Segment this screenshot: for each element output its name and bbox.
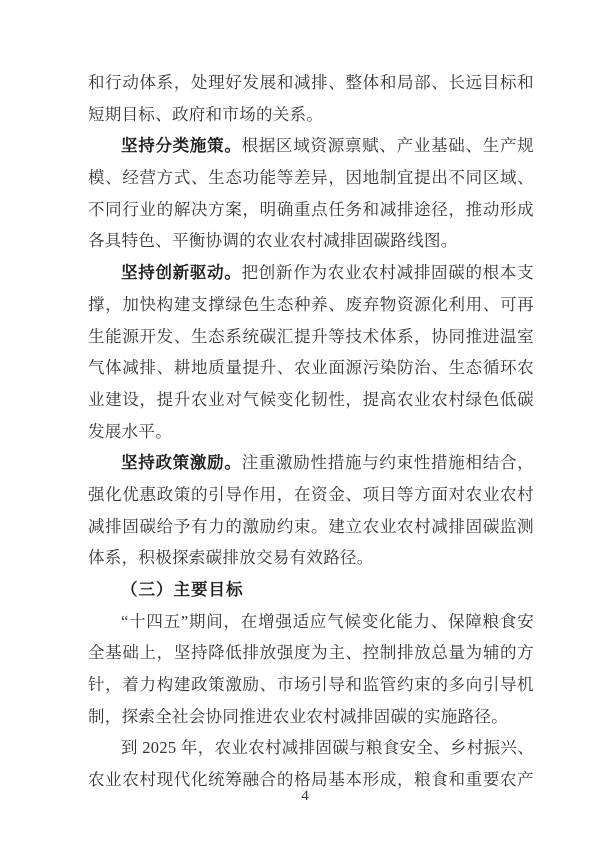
text-line: 生能源开发、生态系统碳汇提升等技术体系，协同推进温室 (88, 326, 534, 346)
text-line: “十四五”期间，在增强适应气候变化能力、保障粮食安 (121, 611, 534, 631)
text-line: 和行动体系，处理好发展和减排、整体和局部、长远目标和 (88, 73, 534, 92)
line-text: 根据区域资源禀赋、产业基础、生产规 (241, 136, 534, 156)
text-line: 农业农村现代化统筹融合的格局基本形成，粮食和重要农产 (88, 770, 534, 790)
text-line: 不同行业的解决方案，明确重点任务和减排途径，推动形成 (88, 199, 534, 219)
paragraph-lead-line (88, 130, 534, 162)
paragraph-lead-line (88, 257, 534, 289)
text-line: 撑，加快构建支撑绿色生态种养、废弃物资源化利用、可再 (88, 294, 534, 314)
line-text: 把创新作为农业农村减排固碳的根本支 (241, 263, 534, 283)
line-text: 注重激励性措施与约束性措施相结合， (241, 453, 534, 473)
bold-lead-text: 坚持分类施策。 (121, 136, 242, 156)
text-line: 体系，积极探索碳排放交易有效路径。 (88, 548, 374, 568)
paragraph-lead-line (88, 447, 534, 479)
text-block (88, 67, 534, 796)
text-line: 减排固碳给予有力的激励约束。建立农业农村减排固碳监测 (88, 516, 534, 536)
text-line: 制，探索全社会协同推进农业农村减排固碳的实施路径。 (88, 706, 508, 726)
text-line: 各具特色、平衡协调的农业农村减排固碳路线图。 (88, 231, 458, 251)
text-line: 模、经营方式、生态功能等差异，因地制宜提出不同区域、 (88, 168, 534, 188)
bold-lead-text: 坚持政策激励。 (121, 453, 242, 473)
text-line: 发展水平。 (88, 421, 172, 441)
text-line: 短期目标、政府和市场的关系。 (88, 104, 324, 124)
text-line: 气体减排、耕地质量提升、农业面源污染防治、生态循环农 (88, 358, 534, 378)
text-line: 全基础上，坚持降低排放强度为主、控制排放总量为辅的方 (88, 643, 534, 663)
text-line: 业建设，提升农业对气候变化韧性，提高农业农村绿色低碳 (88, 389, 534, 409)
text-line: 强化优惠政策的引导作用，在资金、项目等方面对农业农村 (88, 484, 534, 504)
section-heading: （三）主要目标 (121, 580, 244, 599)
page-number: 4 (301, 788, 309, 804)
bold-lead-text: 坚持创新驱动。 (121, 263, 242, 283)
text-line: 到 2025 年，农业农村减排固碳与粮食安全、乡村振兴、 (121, 738, 534, 758)
text-line: 针，着力构建政策激励、市场引导和监管约束的多向引导机 (88, 675, 534, 695)
